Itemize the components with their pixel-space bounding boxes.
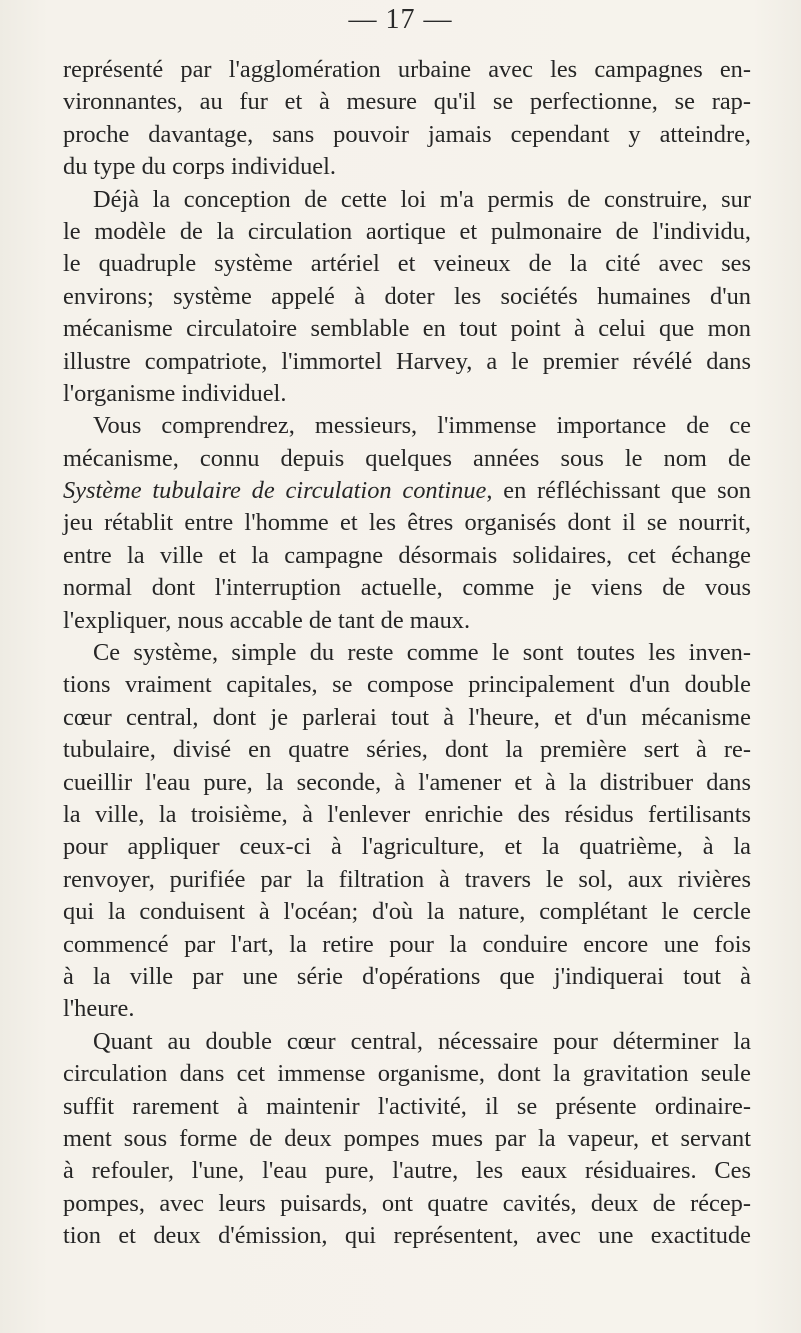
text-line: ment sous forme de deux pompes mues par la vapeur, et servant (63, 1124, 751, 1152)
text-line: pour appliquer ceux-ci à l'agriculture, et la quatrième, à la (63, 833, 751, 861)
page-number: — 17 — (348, 4, 453, 35)
paragraph (63, 410, 751, 637)
text-line: cœur central, dont je parlerai tout à l'heure, et d'un mécanisme (63, 703, 751, 731)
text-line: le quadruple système artériel et veineux de la cité avec ses (63, 250, 751, 278)
text-line: la ville, la troisième, à l'enlever enrichie des résidus fertilisants (63, 800, 751, 828)
text-line: commencé par l'art, la retire pour la conduire encore une fois (63, 930, 751, 958)
text-line: à la ville par une série d'opérations que j'indiquerai tout à (63, 962, 751, 990)
italic-term: Système tubulaire de circulation continue (63, 477, 487, 505)
text-line: tions vraiment capitales, se compose principalement d'un double (63, 671, 751, 699)
text-line: le modèle de la circulation aortique et pulmonaire de l'individu, (63, 217, 751, 245)
text-line: représenté par l'agglomération urbaine avec les campagnes en- (63, 56, 751, 83)
text-line: Vous comprendrez, messieurs, l'immense importance de ce (93, 412, 751, 440)
text-line: mécanisme circulatoire semblable en tout point à celui que mon (63, 315, 751, 343)
text-line: à refouler, l'une, l'eau pure, l'autre, les eaux résiduaires. Ces (63, 1157, 751, 1185)
text-line: Quant au double cœur central, nécessaire pour déterminer la (93, 1027, 751, 1055)
paragraph (63, 54, 751, 184)
text-line: l'organisme individuel. (63, 379, 287, 407)
text-line: tubulaire, divisé en quatre séries, dont la première sert à re- (63, 736, 751, 764)
text-line: vironnantes, au fur et à mesure qu'il se perfectionne, se rap- (63, 88, 751, 116)
text-line: suffit rarement à maintenir l'activité, il se présente ordinaire- (63, 1092, 751, 1120)
text-line: qui la conduisent à l'océan; d'où la nature, complétant le cercle (63, 898, 751, 926)
text-line: l'heure. (63, 995, 135, 1023)
text-line: cueillir l'eau pure, la seconde, à l'amener et à la distribuer dans (63, 768, 751, 796)
text-line: Ce système, simple du reste comme le sont toutes les inven- (93, 639, 751, 667)
text-line: du type du corps individuel. (63, 153, 337, 181)
text-line: l'expliquer, nous accable de tant de maux. (63, 606, 471, 634)
text-line: environs; système appelé à doter les sociétés humaines d'un (63, 282, 751, 310)
text-line: circulation dans cet immense organisme, dont la gravitation seule (63, 1060, 751, 1088)
text-line: mécanisme, connu depuis quelques années sous le nom de (63, 444, 751, 472)
paragraph (63, 637, 751, 1026)
paragraph (63, 1026, 751, 1253)
text-line: proche davantage, sans pouvoir jamais cependant y atteindre, (63, 120, 751, 148)
body-text (63, 54, 751, 1252)
text-line: normal dont l'interruption actuelle, comme je viens de vous (63, 574, 751, 602)
text-line: pompes, avec leurs puisards, ont quatre cavités, deux de récep- (63, 1189, 751, 1217)
text-line-mixed (63, 475, 751, 507)
text-line: renvoyer, purifiée par la filtration à travers le sol, aux rivières (63, 865, 751, 893)
text-line: tion et deux d'émission, qui représentent, avec une exactitude (63, 1222, 751, 1250)
text-line: jeu rétablit entre l'homme et les êtres organisés dont il se nourrit, (63, 509, 751, 537)
text-run: , en réfléchissant que son (486, 477, 751, 505)
paragraph (63, 184, 751, 411)
text-line: illustre compatriote, l'immortel Harvey, a le premier révélé dans (63, 347, 751, 375)
text-line: Déjà la conception de cette loi m'a permis de construire, sur (93, 185, 751, 213)
text-line: entre la ville et la campagne désormais solidaires, cet échange (63, 541, 751, 569)
